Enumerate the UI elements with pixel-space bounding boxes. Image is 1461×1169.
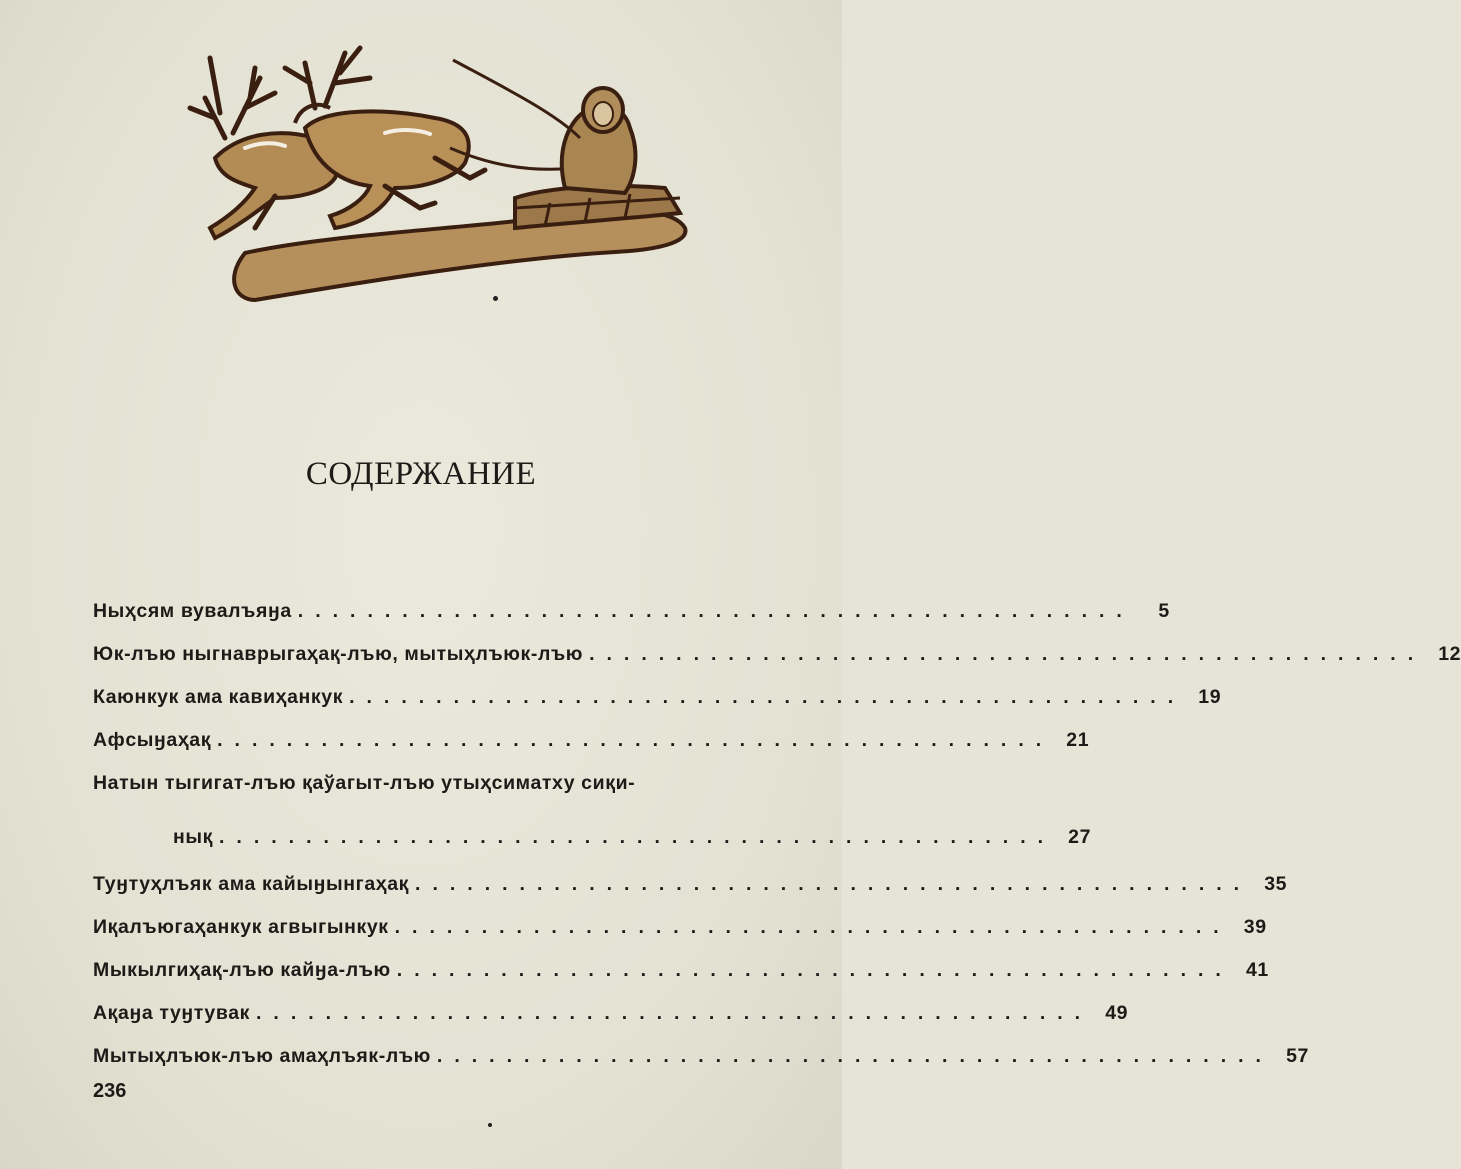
page-title: СОДЕРЖАНИЕ xyxy=(305,456,537,492)
toc-entry[interactable] xyxy=(93,873,1288,916)
toc-entry[interactable] xyxy=(93,772,1092,873)
leader-dots: ................................................ xyxy=(219,826,1056,848)
leader-dots: ................................................ xyxy=(256,1002,1093,1024)
toc-entry[interactable] xyxy=(93,729,1090,772)
toc-entry[interactable] xyxy=(93,1045,1309,1088)
toc-entry-page: 35 xyxy=(1264,873,1288,895)
toc-entry-page: 27 xyxy=(1068,826,1092,848)
toc-entry-page: 19 xyxy=(1198,686,1222,708)
page-number: 236 xyxy=(93,1080,127,1102)
toc-entry-title-line1: Натын тыгигат-лъю қаўагыт-лъю утыҳсиматху сиқи- xyxy=(93,772,636,794)
toc-entry-page: 41 xyxy=(1245,959,1269,981)
toc-entry-page: 49 xyxy=(1105,1002,1129,1024)
toc-entry[interactable] xyxy=(93,600,1170,643)
toc-entry[interactable] xyxy=(93,916,1267,959)
toc-entry-page: 39 xyxy=(1243,916,1267,938)
toc-entry-title: Юк-лъю ныгнаврыгаҳақ-лъю, мытыҳлъюк-лъю xyxy=(93,643,584,665)
toc-entry[interactable] xyxy=(93,643,1461,686)
toc-entry-page: 5 xyxy=(1158,600,1170,622)
ink-dot xyxy=(488,1123,492,1127)
leader-dots: ................................................ xyxy=(436,1045,1273,1067)
toc-entry[interactable] xyxy=(93,1002,1129,1045)
reindeer-sled-illustration-icon xyxy=(185,38,690,300)
toc-entry[interactable] xyxy=(93,686,1222,729)
toc-entry-title: Ныҳсям вувалъяӈа xyxy=(93,600,292,622)
leader-dots: ................................................ xyxy=(217,729,1054,751)
toc-entry-page: 12 xyxy=(1438,643,1461,665)
leader-dots: ................................................ xyxy=(589,643,1426,665)
leader-dots: ................................................ xyxy=(394,916,1231,938)
toc-entry-title: Мытыҳлъюк-лъю амаҳлъяк-лъю xyxy=(93,1045,431,1067)
leader-dots: ................................................ xyxy=(415,873,1252,895)
leader-dots: ................................................ xyxy=(396,959,1233,981)
toc-entry-title: Ақаӈа туӈтувак xyxy=(93,1002,251,1024)
toc-entry-title-line2: нық xyxy=(173,826,213,848)
toc-entry-title: Мыкылгиҳақ-лъю кайӈа-лъю xyxy=(93,959,391,981)
toc-entry-title: Каюнкук ама кавиҳанкук xyxy=(93,686,344,708)
table-of-contents xyxy=(93,600,1461,1088)
toc-entry-title: Афсыӈаҳақ xyxy=(93,729,212,751)
leader-dots: ................................................ xyxy=(349,686,1186,708)
leader-dots: ................................................ xyxy=(297,600,1134,622)
toc-entry-title: Туӈтуҳлъяк ама кайыӈынгаҳақ xyxy=(93,873,410,895)
toc-entry-page: 21 xyxy=(1066,729,1090,751)
ink-dot xyxy=(493,296,498,301)
toc-entry-title: Иқалъюгаҳанкук агвыгынкук xyxy=(93,916,389,938)
toc-entry-page: 57 xyxy=(1286,1045,1309,1067)
toc-entry[interactable] xyxy=(93,959,1269,1002)
